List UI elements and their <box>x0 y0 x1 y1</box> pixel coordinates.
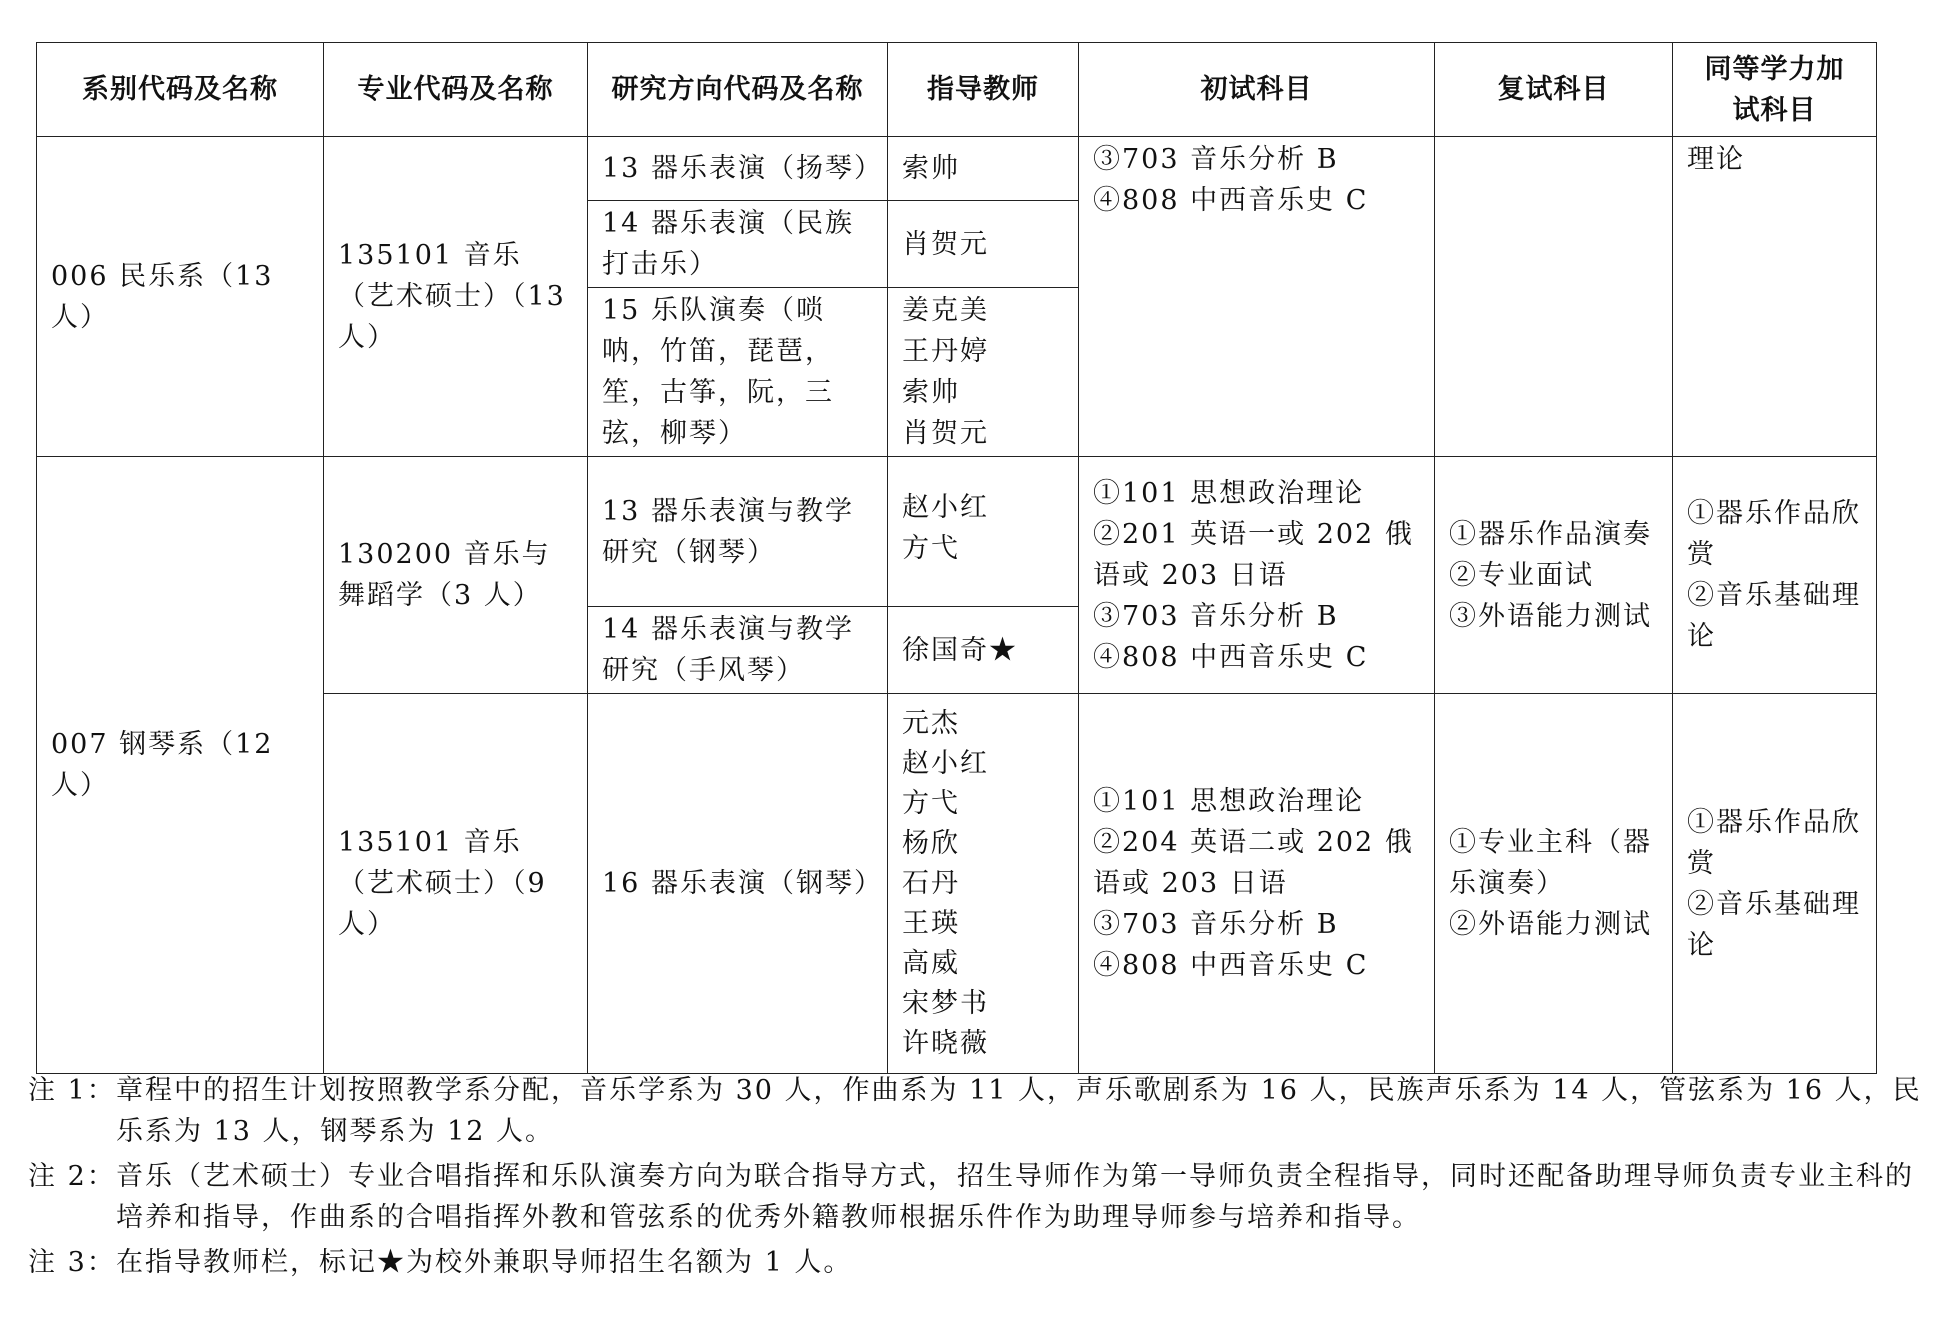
exam-item: ③703 音乐分析 B <box>1093 144 1339 175</box>
dept-006-direction-14: 14 器乐表演（民族打击乐） <box>588 201 888 288</box>
dept-007-retest-2 <box>1435 694 1673 1074</box>
dept-006-name: 006 民乐系（13 人） <box>37 137 324 457</box>
exam-item: ②201 英语一或 202 俄语或 203 日语 <box>1093 518 1414 591</box>
retest-item: ③外语能力测试 <box>1449 600 1652 632</box>
header-initial-exam: 初试科目 <box>1079 43 1435 137</box>
dept-006-initial-exam <box>1079 137 1435 457</box>
header-row <box>37 43 1877 137</box>
extra-item: ①器乐作品欣赏 <box>1687 498 1861 570</box>
dept-006-direction-13: 13 器乐表演（扬琴） <box>588 137 888 201</box>
extra-item: ②音乐基础理论 <box>1687 580 1861 652</box>
note-text: 章程中的招生计划按照教学系分配，音乐学系为 30 人，作曲系为 11 人，声乐歌剧系为 16 人，民族声乐系为 14 人，管弦系为 16 人，民乐系为 13 人，钢琴系为 12 人。 <box>116 1075 1922 1147</box>
tutor-name: 许晓薇 <box>902 1027 989 1059</box>
dept-007-initial-exam-1 <box>1079 457 1435 694</box>
dept-007-direction-13: 13 器乐表演与教学研究（钢琴） <box>588 457 888 607</box>
table-row <box>37 457 1877 607</box>
dept-007-direction-14: 14 器乐表演与教学研究（手风琴） <box>588 607 888 694</box>
exam-item: ④808 中西音乐史 C <box>1093 185 1369 216</box>
note-label: 注 2： <box>28 1161 116 1192</box>
dept-007-tutor-14: 徐国奇★ <box>888 607 1079 694</box>
dept-006-tutor-13: 索帅 <box>888 137 1079 201</box>
dept-006-major: 135101 音乐（艺术硕士）（13 人） <box>324 137 588 457</box>
retest-item: ②外语能力测试 <box>1449 909 1652 940</box>
header-direction: 研究方向代码及名称 <box>588 43 888 137</box>
exam-item: ④808 中西音乐史 C <box>1093 950 1369 981</box>
note-3 <box>28 1242 1940 1283</box>
tutor-name: 方弋 <box>902 787 960 819</box>
tutor-name: 王瑛 <box>902 907 960 939</box>
tutor-name: 赵小红 <box>902 492 989 523</box>
note-text: 音乐（艺术硕士）专业合唱指挥和乐队演奏方向为联合指导方式，招生导师作为第一导师负责全程指导，同时还配备助理导师负责专业主科的培养和指导，作曲系的合唱指挥外教和管弦系的优秀外籍教师根据乐件作为助理导师参与培养和指导。 <box>116 1161 1914 1233</box>
exam-item: ②204 英语二或 202 俄语或 203 日语 <box>1093 827 1414 899</box>
dept-007-initial-exam-2 <box>1079 694 1435 1074</box>
exam-item: ③703 音乐分析 B <box>1093 600 1339 632</box>
retest-item: ②专业面试 <box>1449 559 1594 591</box>
extra-item: ②音乐基础理论 <box>1687 888 1861 961</box>
tutor-name: 赵小红 <box>902 747 989 779</box>
dept-006-direction-15: 15 乐队演奏（唢呐，竹笛，琵琶，笙，古筝，阮，三弦，柳琴） <box>588 288 888 457</box>
tutor-name: 高威 <box>902 947 960 979</box>
note-text: 在指导教师栏，标记★为校外兼职导师招生名额为 1 人。 <box>116 1247 853 1278</box>
header-dept: 系别代码及名称 <box>37 43 324 137</box>
header-extra-exam: 同等学力加试科目 <box>1673 43 1877 137</box>
dept-007-extra-exam-1 <box>1673 457 1877 694</box>
retest-item: ①专业主科（器乐演奏） <box>1449 827 1652 899</box>
dept-007-name: 007 钢琴系（12 人） <box>37 457 324 1074</box>
extra-item: ①器乐作品欣赏 <box>1687 806 1861 879</box>
retest-item: ①器乐作品演奏 <box>1449 518 1652 550</box>
dept-006-tutor-14: 肖贺元 <box>888 201 1079 288</box>
header-major: 专业代码及名称 <box>324 43 588 137</box>
tutor-name: 姜克美 <box>902 295 989 326</box>
tutor-name: 方弋 <box>902 533 960 564</box>
exam-item: ③703 音乐分析 B <box>1093 909 1339 940</box>
dept-007-direction-16: 16 器乐表演（钢琴） <box>588 694 888 1074</box>
note-2 <box>28 1156 1940 1238</box>
note-label: 注 1： <box>28 1075 116 1106</box>
dept-006-retest <box>1435 137 1673 457</box>
tutor-name: 宋梦书 <box>902 987 989 1019</box>
note-1 <box>28 1070 1940 1152</box>
header-tutor: 指导教师 <box>888 43 1079 137</box>
dept-007-major-130200: 130200 音乐与舞蹈学（3 人） <box>324 457 588 694</box>
dept-006-extra-exam: 理论 <box>1673 137 1877 457</box>
admissions-table <box>36 42 1877 1074</box>
tutor-name: 肖贺元 <box>902 418 989 449</box>
tutor-name: 石丹 <box>902 867 960 899</box>
tutor-name: 王丹婷 <box>902 336 989 367</box>
header-retest: 复试科目 <box>1435 43 1673 137</box>
notes-section <box>28 1070 1940 1287</box>
dept-007-major-135101: 135101 音乐（艺术硕士）（9 人） <box>324 694 588 1074</box>
dept-006-tutors-15 <box>888 288 1079 457</box>
tutor-name: 元杰 <box>902 707 960 739</box>
dept-007-tutors-16 <box>888 694 1079 1074</box>
dept-007-retest-1 <box>1435 457 1673 694</box>
dept-007-tutors-13 <box>888 457 1079 607</box>
dept-007-extra-exam-2 <box>1673 694 1877 1074</box>
note-label: 注 3： <box>28 1247 116 1278</box>
exam-item: ④808 中西音乐史 C <box>1093 641 1369 673</box>
tutor-name: 杨欣 <box>902 827 960 859</box>
tutor-name: 索帅 <box>902 377 960 408</box>
exam-item: ①101 思想政治理论 <box>1093 786 1365 817</box>
exam-item: ①101 思想政治理论 <box>1093 477 1365 509</box>
table-row <box>37 137 1877 201</box>
